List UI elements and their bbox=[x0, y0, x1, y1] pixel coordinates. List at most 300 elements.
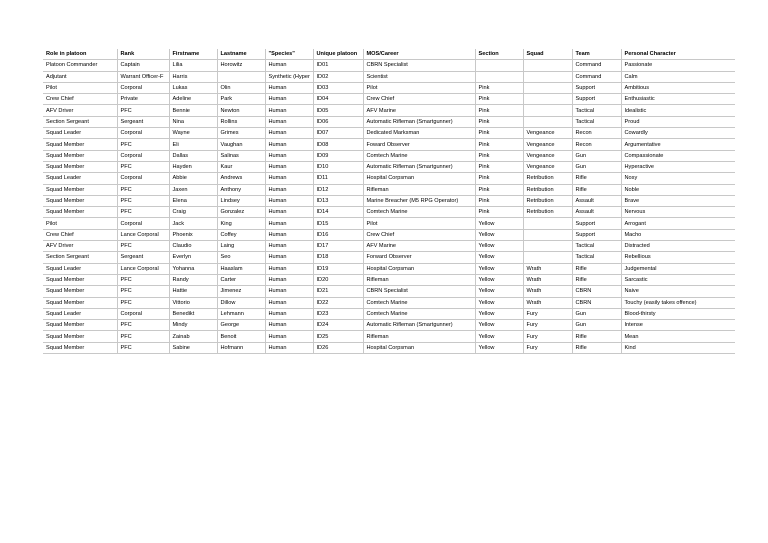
table-cell: Argumentative bbox=[621, 139, 735, 150]
table-cell bbox=[523, 241, 572, 252]
table-cell: Human bbox=[265, 207, 313, 218]
column-header: Firstname bbox=[169, 49, 217, 60]
table-cell: Rebellious bbox=[621, 252, 735, 263]
table-cell: Judgemental bbox=[621, 263, 735, 274]
table-cell: Vengeance bbox=[523, 161, 572, 172]
table-cell: Lindsey bbox=[217, 195, 265, 206]
table-cell: Vengeance bbox=[523, 150, 572, 161]
table-cell: ID11 bbox=[313, 173, 363, 184]
table-cell: Human bbox=[265, 320, 313, 331]
table-cell: Seo bbox=[217, 252, 265, 263]
table-cell: Human bbox=[265, 60, 313, 71]
table-cell: Gun bbox=[572, 150, 621, 161]
table-row bbox=[43, 229, 735, 240]
table-cell: Human bbox=[265, 105, 313, 116]
table-row bbox=[43, 150, 735, 161]
table-cell: Pink bbox=[475, 161, 523, 172]
table-cell: Tactical bbox=[572, 105, 621, 116]
table-cell: Squad Member bbox=[43, 297, 117, 308]
table-cell: Squad Leader bbox=[43, 128, 117, 139]
table-cell: Dillow bbox=[217, 297, 265, 308]
table-cell: Corporal bbox=[117, 308, 169, 319]
table-cell: Foward Observer bbox=[363, 139, 475, 150]
table-cell bbox=[523, 105, 572, 116]
table-cell: Kaur bbox=[217, 161, 265, 172]
column-header: Team bbox=[572, 49, 621, 60]
table-cell: Human bbox=[265, 150, 313, 161]
table-row bbox=[43, 139, 735, 150]
table-cell: Automatic Rifleman (Smartgunner) bbox=[363, 320, 475, 331]
table-cell: ID26 bbox=[313, 342, 363, 353]
table-cell: Comtech Marine bbox=[363, 297, 475, 308]
table-cell: Retribution bbox=[523, 207, 572, 218]
table-cell: Laing bbox=[217, 241, 265, 252]
table-cell: PFC bbox=[117, 195, 169, 206]
table-row bbox=[43, 60, 735, 71]
table-cell: Rifle bbox=[572, 342, 621, 353]
table-cell: Pilot bbox=[43, 218, 117, 229]
table-cell: Fury bbox=[523, 320, 572, 331]
table-row bbox=[43, 173, 735, 184]
table-cell: Carter bbox=[217, 274, 265, 285]
table-cell: PFC bbox=[117, 241, 169, 252]
table-cell: Support bbox=[572, 229, 621, 240]
table-cell: Kind bbox=[621, 342, 735, 353]
table-cell: Rifle bbox=[572, 184, 621, 195]
table-cell: Squad Leader bbox=[43, 263, 117, 274]
table-cell: Human bbox=[265, 161, 313, 172]
table-cell: Squad Member bbox=[43, 139, 117, 150]
table-cell: Wrath bbox=[523, 263, 572, 274]
table-cell: Lilia bbox=[169, 60, 217, 71]
table-cell: Touchy (easily takes offence) bbox=[621, 297, 735, 308]
table-cell: Yellow bbox=[475, 331, 523, 342]
table-cell: Pink bbox=[475, 207, 523, 218]
table-cell: Human bbox=[265, 184, 313, 195]
table-cell: Squad Member bbox=[43, 286, 117, 297]
table-cell: Corporal bbox=[117, 218, 169, 229]
table-cell: Compassionate bbox=[621, 150, 735, 161]
table-body bbox=[43, 60, 735, 354]
table-cell: Brave bbox=[621, 195, 735, 206]
table-cell: PFC bbox=[117, 207, 169, 218]
table-cell: ID01 bbox=[313, 60, 363, 71]
table-header bbox=[43, 49, 735, 60]
table-cell: Sergeant bbox=[117, 116, 169, 127]
table-cell: Everlyn bbox=[169, 252, 217, 263]
table-cell: ID17 bbox=[313, 241, 363, 252]
table-cell: PFC bbox=[117, 286, 169, 297]
table-cell: Pink bbox=[475, 94, 523, 105]
table-cell: Squad Member bbox=[43, 274, 117, 285]
table-cell: Haaslam bbox=[217, 263, 265, 274]
table-cell: Distracted bbox=[621, 241, 735, 252]
table-cell: Scientist bbox=[363, 71, 475, 82]
table-cell: Recon bbox=[572, 139, 621, 150]
table-cell: Human bbox=[265, 241, 313, 252]
table-cell: ID16 bbox=[313, 229, 363, 240]
table-cell: Comtech Marine bbox=[363, 150, 475, 161]
table-cell: CBRN bbox=[572, 286, 621, 297]
table-cell: Idealistic bbox=[621, 105, 735, 116]
table-cell bbox=[523, 116, 572, 127]
table-cell: AFV Marine bbox=[363, 105, 475, 116]
table-cell: Human bbox=[265, 82, 313, 93]
table-cell: Yellow bbox=[475, 241, 523, 252]
table-cell: Lance Corporal bbox=[117, 263, 169, 274]
table-cell: Blood-thirsty bbox=[621, 308, 735, 319]
column-header: Role in platoon bbox=[43, 49, 117, 60]
table-cell: George bbox=[217, 320, 265, 331]
table-cell: ID08 bbox=[313, 139, 363, 150]
table-cell: ID19 bbox=[313, 263, 363, 274]
table-cell: Comtech Marine bbox=[363, 308, 475, 319]
table-cell: Squad Member bbox=[43, 207, 117, 218]
table-cell: Hospital Corpsman bbox=[363, 342, 475, 353]
table-cell: Human bbox=[265, 128, 313, 139]
table-cell: Yellow bbox=[475, 342, 523, 353]
table-cell: Automatic Rifleman (Smartgunner) bbox=[363, 116, 475, 127]
table-cell: Pink bbox=[475, 195, 523, 206]
table-cell: Wrath bbox=[523, 286, 572, 297]
table-cell: Yellow bbox=[475, 308, 523, 319]
column-header: Section bbox=[475, 49, 523, 60]
table-row bbox=[43, 297, 735, 308]
table-cell: Newton bbox=[217, 105, 265, 116]
table-cell: Jack bbox=[169, 218, 217, 229]
table-cell: Gun bbox=[572, 161, 621, 172]
table-cell: Enthusiastic bbox=[621, 94, 735, 105]
table-cell: Retribution bbox=[523, 184, 572, 195]
table-cell: Sabine bbox=[169, 342, 217, 353]
table-cell: ID09 bbox=[313, 150, 363, 161]
table-cell: Hattie bbox=[169, 286, 217, 297]
table-cell: Dallas bbox=[169, 150, 217, 161]
table-row bbox=[43, 241, 735, 252]
table-row bbox=[43, 161, 735, 172]
table-cell: Rollins bbox=[217, 116, 265, 127]
table-cell: CBRN Specialist bbox=[363, 60, 475, 71]
table-cell: Dedicated Marksman bbox=[363, 128, 475, 139]
column-header: MOS/Career bbox=[363, 49, 475, 60]
table-cell: Fury bbox=[523, 342, 572, 353]
table-row bbox=[43, 94, 735, 105]
table-cell: Pilot bbox=[363, 82, 475, 93]
table-cell: Vittorio bbox=[169, 297, 217, 308]
table-cell: Jaxen bbox=[169, 184, 217, 195]
platoon-roster-table bbox=[43, 49, 735, 354]
table-cell: Tactical bbox=[572, 116, 621, 127]
table-cell: Nina bbox=[169, 116, 217, 127]
table-cell: Randy bbox=[169, 274, 217, 285]
table-row bbox=[43, 308, 735, 319]
table-cell: Human bbox=[265, 94, 313, 105]
table-cell: Yellow bbox=[475, 274, 523, 285]
table-cell: Pink bbox=[475, 173, 523, 184]
table-cell: Yellow bbox=[475, 320, 523, 331]
table-cell: Retribution bbox=[523, 195, 572, 206]
table-cell: Rifle bbox=[572, 274, 621, 285]
table-cell: Forward Observer bbox=[363, 252, 475, 263]
table-cell: Yellow bbox=[475, 252, 523, 263]
table-cell: Coffey bbox=[217, 229, 265, 240]
table-cell: Gonzalez bbox=[217, 207, 265, 218]
table-cell: Command bbox=[572, 60, 621, 71]
table-cell: Squad Leader bbox=[43, 173, 117, 184]
table-cell bbox=[523, 71, 572, 82]
table-row bbox=[43, 286, 735, 297]
table-cell: ID10 bbox=[313, 161, 363, 172]
table-cell: Benedikt bbox=[169, 308, 217, 319]
table-cell: PFC bbox=[117, 161, 169, 172]
table-cell: ID12 bbox=[313, 184, 363, 195]
table-cell: Rifleman bbox=[363, 184, 475, 195]
table-cell: ID23 bbox=[313, 308, 363, 319]
table-cell: Wrath bbox=[523, 297, 572, 308]
table-cell: Squad Member bbox=[43, 331, 117, 342]
table-cell: Craig bbox=[169, 207, 217, 218]
table-cell: Grimes bbox=[217, 128, 265, 139]
table-row bbox=[43, 195, 735, 206]
table-row bbox=[43, 116, 735, 127]
table-cell: Zainab bbox=[169, 331, 217, 342]
table-cell: PFC bbox=[117, 297, 169, 308]
table-cell: Support bbox=[572, 218, 621, 229]
table-cell: Claudio bbox=[169, 241, 217, 252]
table-cell: Automatic Rifleman (Smartgunner) bbox=[363, 161, 475, 172]
table-cell: Human bbox=[265, 218, 313, 229]
table-cell: Squad Member bbox=[43, 184, 117, 195]
table-cell: Human bbox=[265, 116, 313, 127]
table-cell: Eli bbox=[169, 139, 217, 150]
table-cell: King bbox=[217, 218, 265, 229]
table-cell: PFC bbox=[117, 342, 169, 353]
table-cell: CBRN Specialist bbox=[363, 286, 475, 297]
table-cell bbox=[475, 60, 523, 71]
column-header: Squad bbox=[523, 49, 572, 60]
table-row bbox=[43, 128, 735, 139]
table-cell bbox=[523, 218, 572, 229]
table-cell: ID14 bbox=[313, 207, 363, 218]
table-cell: Harris bbox=[169, 71, 217, 82]
table-cell: ID24 bbox=[313, 320, 363, 331]
table-cell: Rifle bbox=[572, 263, 621, 274]
table-cell: Rifle bbox=[572, 173, 621, 184]
table-cell: Wayne bbox=[169, 128, 217, 139]
table-cell: Vengeance bbox=[523, 128, 572, 139]
table-row bbox=[43, 320, 735, 331]
table-row bbox=[43, 274, 735, 285]
table-cell: Private bbox=[117, 94, 169, 105]
table-cell: Cowardly bbox=[621, 128, 735, 139]
table-cell: Gun bbox=[572, 308, 621, 319]
table-cell: Squad Member bbox=[43, 342, 117, 353]
table-cell: Intense bbox=[621, 320, 735, 331]
table-cell: Pilot bbox=[43, 82, 117, 93]
table-cell: Tactical bbox=[572, 241, 621, 252]
table-cell: Corporal bbox=[117, 128, 169, 139]
table-cell: Hospital Corpsman bbox=[363, 263, 475, 274]
header-row bbox=[43, 49, 735, 60]
table-cell: Human bbox=[265, 195, 313, 206]
table-cell: Olin bbox=[217, 82, 265, 93]
table-cell: Squad Leader bbox=[43, 308, 117, 319]
table-cell: Pink bbox=[475, 105, 523, 116]
table-cell: Naive bbox=[621, 286, 735, 297]
table-cell: Section Sergeant bbox=[43, 252, 117, 263]
table-cell: Corporal bbox=[117, 82, 169, 93]
table-cell: PFC bbox=[117, 184, 169, 195]
table-cell: Retribution bbox=[523, 173, 572, 184]
table-cell: Sergeant bbox=[117, 252, 169, 263]
table-row bbox=[43, 82, 735, 93]
table-cell: ID02 bbox=[313, 71, 363, 82]
table-cell: ID13 bbox=[313, 195, 363, 206]
column-header: "Species" bbox=[265, 49, 313, 60]
table-cell: Pilot bbox=[363, 218, 475, 229]
table-cell: Pink bbox=[475, 116, 523, 127]
table-cell: ID20 bbox=[313, 274, 363, 285]
table-row bbox=[43, 331, 735, 342]
table-cell: Tactical bbox=[572, 252, 621, 263]
table-cell: Macho bbox=[621, 229, 735, 240]
table-cell bbox=[523, 82, 572, 93]
table-cell: ID03 bbox=[313, 82, 363, 93]
table-cell: Horowitz bbox=[217, 60, 265, 71]
table-cell: Yellow bbox=[475, 218, 523, 229]
table-cell: PFC bbox=[117, 105, 169, 116]
table-cell: Gun bbox=[572, 320, 621, 331]
table-cell: Squad Member bbox=[43, 150, 117, 161]
table-row bbox=[43, 342, 735, 353]
table-cell: PFC bbox=[117, 274, 169, 285]
table-cell: Fury bbox=[523, 308, 572, 319]
table-row bbox=[43, 184, 735, 195]
column-header: Lastname bbox=[217, 49, 265, 60]
table-cell bbox=[475, 71, 523, 82]
table-cell: ID15 bbox=[313, 218, 363, 229]
table-cell: Marine Breacher (M5 RPG Operator) bbox=[363, 195, 475, 206]
table-cell: Section Sergeant bbox=[43, 116, 117, 127]
table-cell: Pink bbox=[475, 128, 523, 139]
table-cell: Park bbox=[217, 94, 265, 105]
table-cell: AFV Driver bbox=[43, 105, 117, 116]
table-cell: ID04 bbox=[313, 94, 363, 105]
column-header: Rank bbox=[117, 49, 169, 60]
table-cell: Corporal bbox=[117, 150, 169, 161]
table-cell: Crew Chief bbox=[43, 94, 117, 105]
table-cell: Yohanna bbox=[169, 263, 217, 274]
table-cell: Assault bbox=[572, 195, 621, 206]
table-cell: Phoenix bbox=[169, 229, 217, 240]
table-cell: Mean bbox=[621, 331, 735, 342]
table-cell bbox=[523, 252, 572, 263]
table-cell: Human bbox=[265, 229, 313, 240]
table-cell: Lehmann bbox=[217, 308, 265, 319]
table-cell: Bennie bbox=[169, 105, 217, 116]
table-cell: Adjutant bbox=[43, 71, 117, 82]
table-cell: Yellow bbox=[475, 263, 523, 274]
table-cell: Rifleman bbox=[363, 274, 475, 285]
table-cell: Pink bbox=[475, 150, 523, 161]
table-cell: Hyperactive bbox=[621, 161, 735, 172]
table-cell: Command bbox=[572, 71, 621, 82]
table-cell: Human bbox=[265, 342, 313, 353]
table-cell: Lukas bbox=[169, 82, 217, 93]
table-cell: Hofmann bbox=[217, 342, 265, 353]
table-cell: CBRN bbox=[572, 297, 621, 308]
table-cell: Crew Chief bbox=[363, 94, 475, 105]
table-cell: Lance Corporal bbox=[117, 229, 169, 240]
table-cell: ID25 bbox=[313, 331, 363, 342]
table-cell: Synthetic (Hyper bbox=[265, 71, 313, 82]
table-cell: ID22 bbox=[313, 297, 363, 308]
table-row bbox=[43, 263, 735, 274]
table-cell: Ambitious bbox=[621, 82, 735, 93]
table-cell: Pink bbox=[475, 184, 523, 195]
table-cell: ID18 bbox=[313, 252, 363, 263]
table-cell: AFV Driver bbox=[43, 241, 117, 252]
table-cell: PFC bbox=[117, 139, 169, 150]
table-cell: Noble bbox=[621, 184, 735, 195]
table-cell: PFC bbox=[117, 331, 169, 342]
table-cell: Support bbox=[572, 94, 621, 105]
table-cell: Rifle bbox=[572, 331, 621, 342]
table-cell: Human bbox=[265, 331, 313, 342]
table-cell: Platoon Commander bbox=[43, 60, 117, 71]
table-cell: Mindy bbox=[169, 320, 217, 331]
table-cell: Sarcastic bbox=[621, 274, 735, 285]
table-cell: Hayden bbox=[169, 161, 217, 172]
table-cell: Rifleman bbox=[363, 331, 475, 342]
table-cell: Hospital Corpsman bbox=[363, 173, 475, 184]
table-cell: Passionate bbox=[621, 60, 735, 71]
table-cell: Vengeance bbox=[523, 139, 572, 150]
table-cell: Arrogant bbox=[621, 218, 735, 229]
column-header: Personal Character bbox=[621, 49, 735, 60]
table-cell: Comtech Marine bbox=[363, 207, 475, 218]
table-cell bbox=[523, 94, 572, 105]
table-cell: Squad Member bbox=[43, 320, 117, 331]
table-cell: Human bbox=[265, 297, 313, 308]
table-cell: ID07 bbox=[313, 128, 363, 139]
table-cell: Crew Chief bbox=[363, 229, 475, 240]
table-row bbox=[43, 252, 735, 263]
table-cell: Squad Member bbox=[43, 161, 117, 172]
table-cell: Yellow bbox=[475, 297, 523, 308]
table-row bbox=[43, 207, 735, 218]
table-row bbox=[43, 218, 735, 229]
table-cell: Pink bbox=[475, 139, 523, 150]
table-cell: Fury bbox=[523, 331, 572, 342]
table-cell: Nosy bbox=[621, 173, 735, 184]
table-cell: Adeline bbox=[169, 94, 217, 105]
table-cell: Squad Member bbox=[43, 195, 117, 206]
table-cell: Human bbox=[265, 173, 313, 184]
table-cell: Human bbox=[265, 139, 313, 150]
table-cell: Abbie bbox=[169, 173, 217, 184]
table-cell: ID05 bbox=[313, 105, 363, 116]
table-cell: Salinas bbox=[217, 150, 265, 161]
table-cell: ID06 bbox=[313, 116, 363, 127]
table-cell: Assault bbox=[572, 207, 621, 218]
table-cell: Nervous bbox=[621, 207, 735, 218]
table-cell: Captain bbox=[117, 60, 169, 71]
table-cell: AFV Marine bbox=[363, 241, 475, 252]
table-cell: Warrant Officer-F bbox=[117, 71, 169, 82]
table-cell: Human bbox=[265, 263, 313, 274]
table-cell: Andrews bbox=[217, 173, 265, 184]
